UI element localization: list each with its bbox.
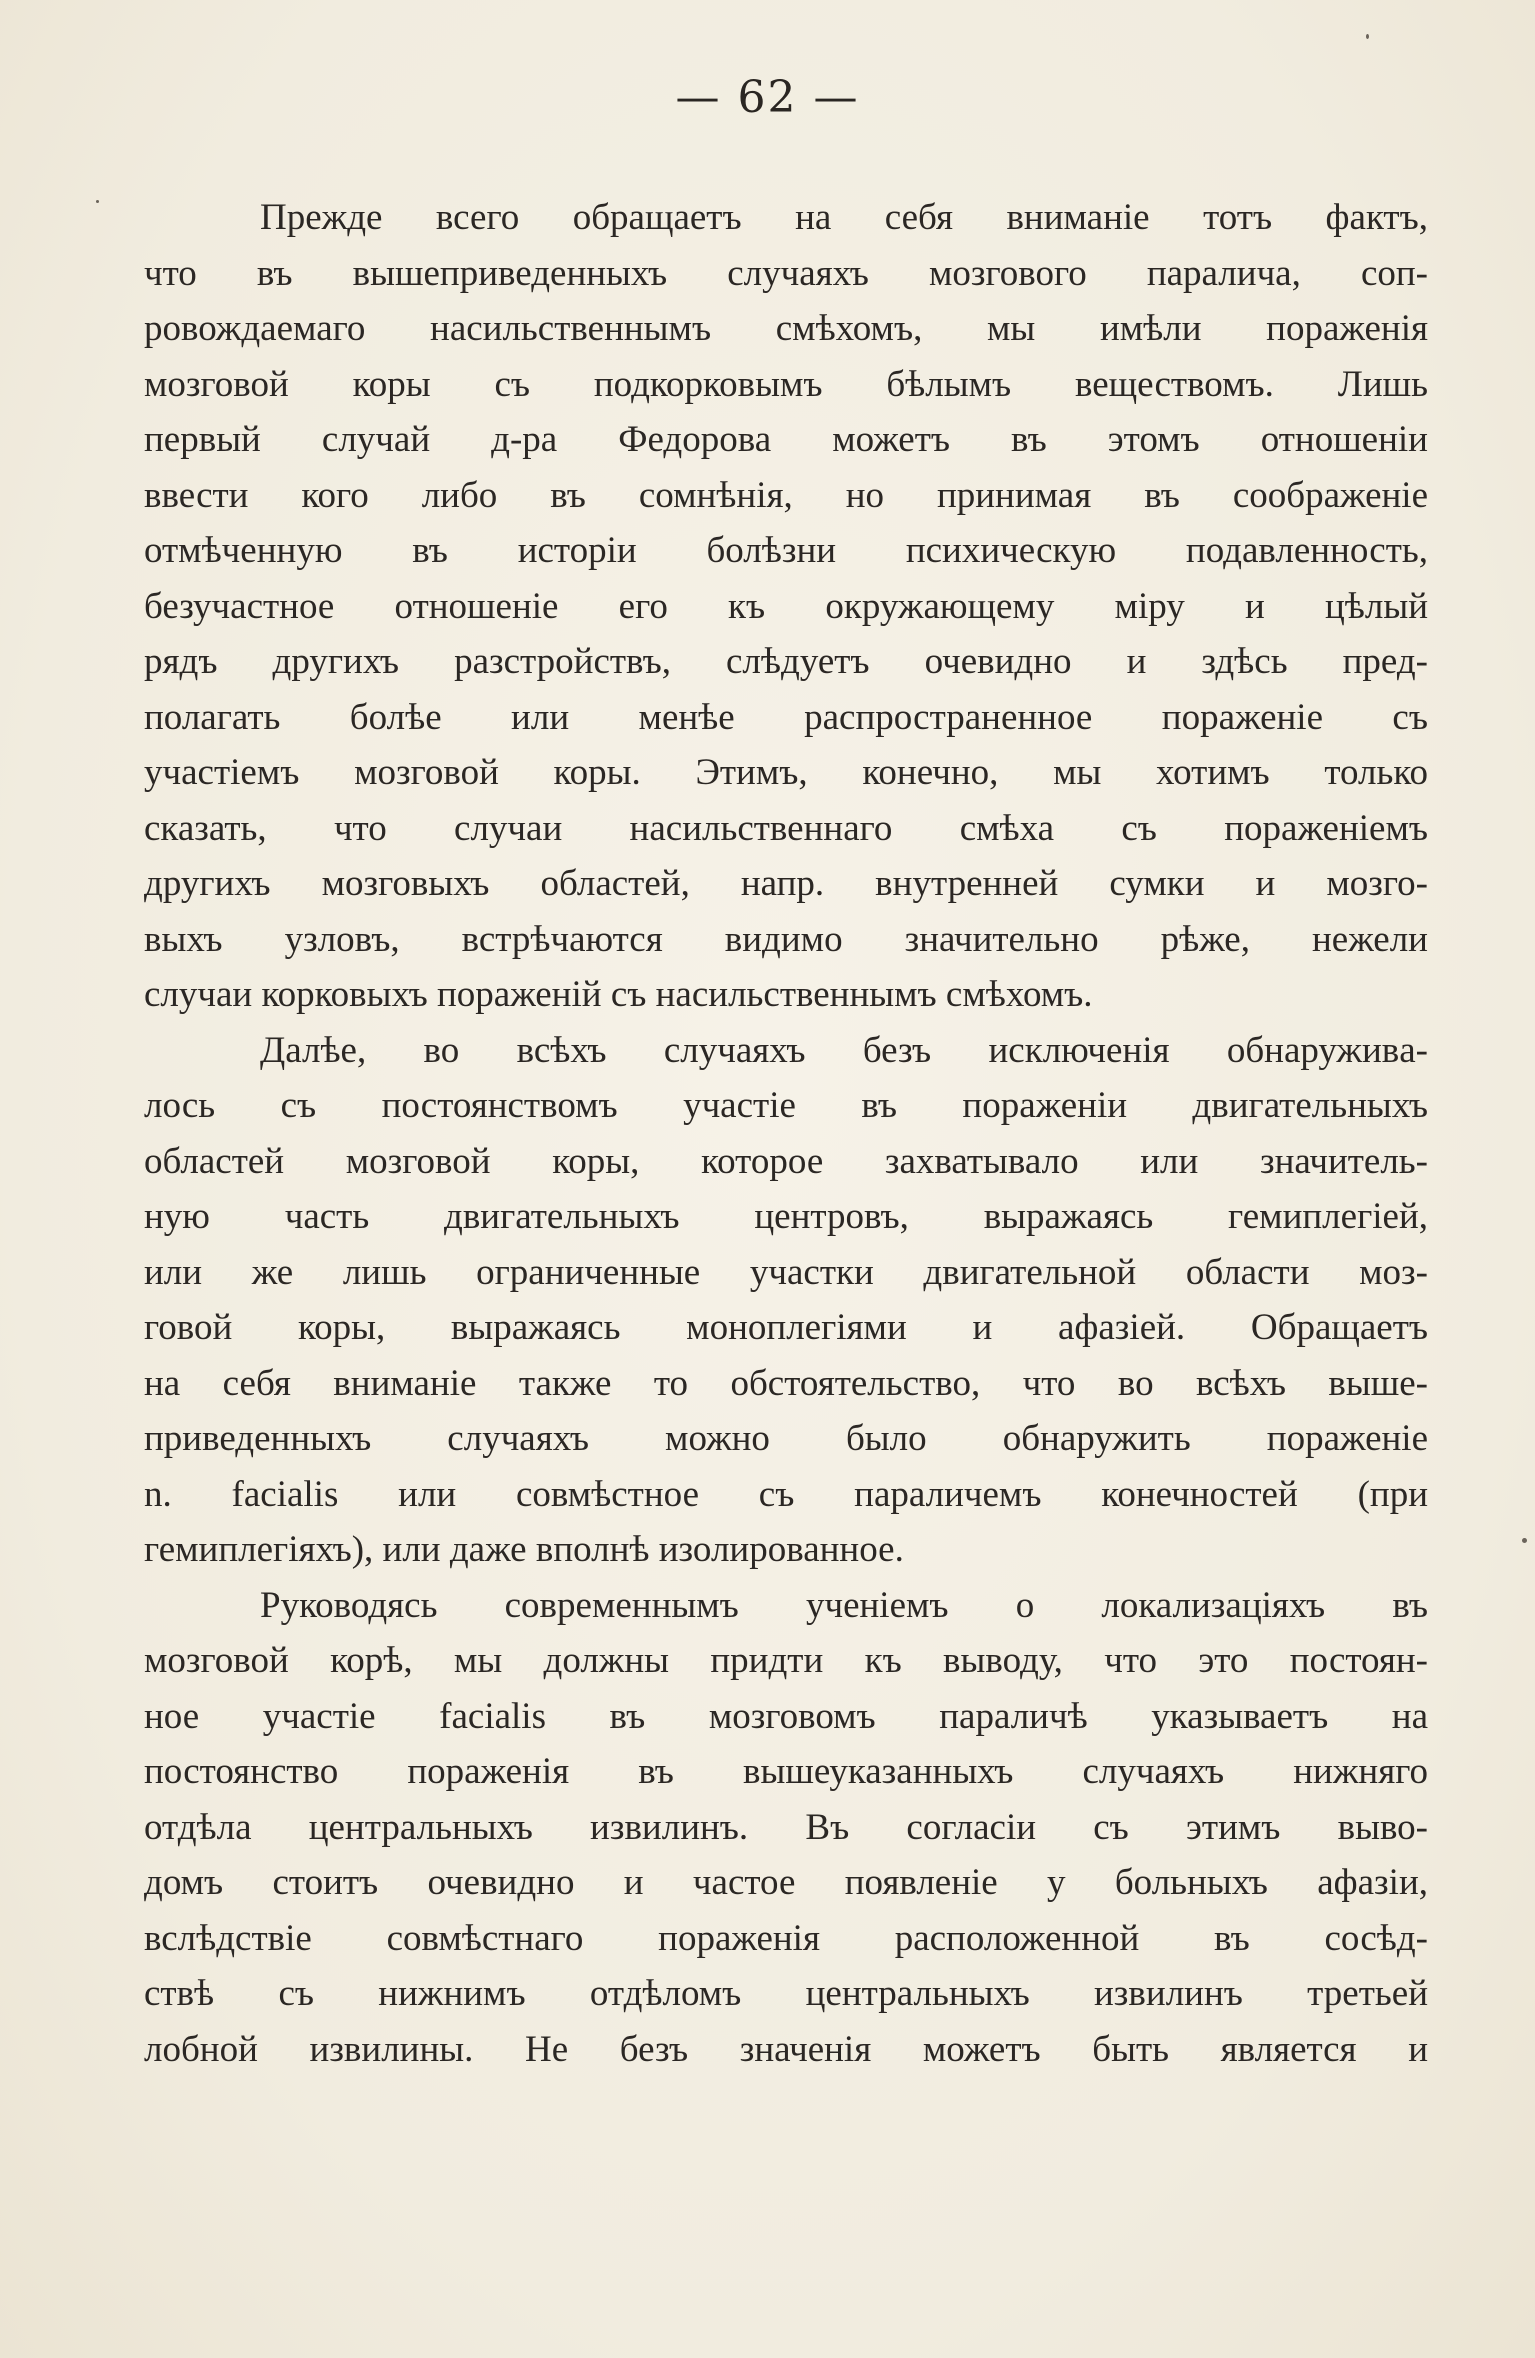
- text-line: ную часть двигательныхъ центровъ, выражаясь гемиплегіей,: [144, 1196, 1428, 1237]
- text-line: участіемъ мозговой коры. Этимъ, конечно, мы хотимъ только: [144, 752, 1428, 793]
- text-line: Руководясь современнымъ ученіемъ о локализаціяхъ въ: [260, 1584, 1428, 1626]
- text-line: лось съ постоянствомъ участіе въ пораженіи двигательныхъ: [144, 1085, 1428, 1126]
- text-line: отдѣла центральныхъ извилинъ. Въ согласіи съ этимъ выво-: [144, 1806, 1428, 1848]
- text-line: постоянство пораженія въ вышеуказанныхъ случаяхъ нижняго: [144, 1751, 1428, 1792]
- text-line: безучастное отношеніе его къ окружающему міру и цѣлый: [144, 585, 1428, 627]
- text-line: ствѣ съ нижнимъ отдѣломъ центральныхъ извилинъ третьей: [144, 1973, 1428, 2014]
- text-line: вслѣдствіе совмѣстнаго пораженія расположенной въ сосѣд-: [144, 1917, 1428, 1959]
- text-line: говой коры, выражаясь моноплегіями и афазіей. Обращаетъ: [144, 1307, 1428, 1348]
- text-line: выхъ узловъ, встрѣчаются видимо значительно рѣже, нежели: [144, 918, 1428, 960]
- text-line: ровождаемаго насильственнымъ смѣхомъ, мы имѣли пораженія: [144, 308, 1428, 349]
- text-line: что въ вышеприведенныхъ случаяхъ мозгового паралича, соп-: [144, 252, 1428, 294]
- text-line: первый случай д-ра Федорова можетъ въ этомъ отношеніи: [144, 419, 1428, 460]
- text-line: гемиплегіяхъ), или даже вполнѣ изолированное.: [144, 1529, 904, 1570]
- text-line: Далѣе, во всѣхъ случаяхъ безъ исключенія обнаруживa-: [260, 1029, 1428, 1071]
- text-line: другихъ мозговыхъ областей, напр. внутренней сумки и мозго-: [144, 863, 1428, 904]
- text-line: домъ стоитъ очевидно и частое появленіе у больныхъ афазіи,: [144, 1862, 1428, 1903]
- print-speck: [1366, 34, 1369, 39]
- body-text: [144, 190, 1428, 2077]
- text-line: лобной извилины. Не безъ значенія можетъ быть является и: [144, 2028, 1428, 2070]
- text-line: полагать болѣе или менѣе распространенное пораженіе съ: [144, 696, 1428, 738]
- text-line: мозговой коры съ подкорковымъ бѣлымъ веществомъ. Лишь: [144, 363, 1428, 405]
- text-line: или же лишь ограниченные участки двигательной области моз-: [144, 1251, 1428, 1293]
- text-line: ввести кого либо въ сомнѣнія, но принимая въ соображеніе: [144, 474, 1428, 516]
- text-line: областей мозговой коры, которое захватывало или значитель-: [144, 1140, 1428, 1182]
- text-line: приведенныхъ случаяхъ можно было обнаружить пораженіе: [144, 1418, 1428, 1459]
- print-speck: [1522, 1538, 1527, 1543]
- text-line: сказать, что случаи насильственнаго смѣха съ пораженіемъ: [144, 807, 1428, 849]
- text-line: на себя вниманіе также то обстоятельство, что во всѣхъ выше-: [144, 1362, 1428, 1404]
- text-line: отмѣченную въ исторіи болѣзни психическую подавленность,: [144, 530, 1428, 571]
- text-line: ное участіе facialis въ мозговомъ параличѣ указываетъ на: [144, 1695, 1428, 1737]
- text-line: рядъ другихъ разстройствъ, слѣдуетъ очевидно и здѣсь пред-: [144, 641, 1428, 682]
- text-line: Прежде всего обращаетъ на себя вниманіе тотъ фактъ,: [260, 197, 1428, 238]
- text-line: случаи корковыхъ пораженій съ насильственнымъ смѣхомъ.: [144, 974, 1093, 1015]
- print-speck: [96, 200, 99, 203]
- text-line: n. facialis или совмѣстное съ параличемъ конечностей (при: [144, 1473, 1428, 1515]
- page-number: — 62 —: [675, 72, 860, 123]
- text-line: мозговой корѣ, мы должны придти къ выводу, что это постоян-: [144, 1640, 1428, 1681]
